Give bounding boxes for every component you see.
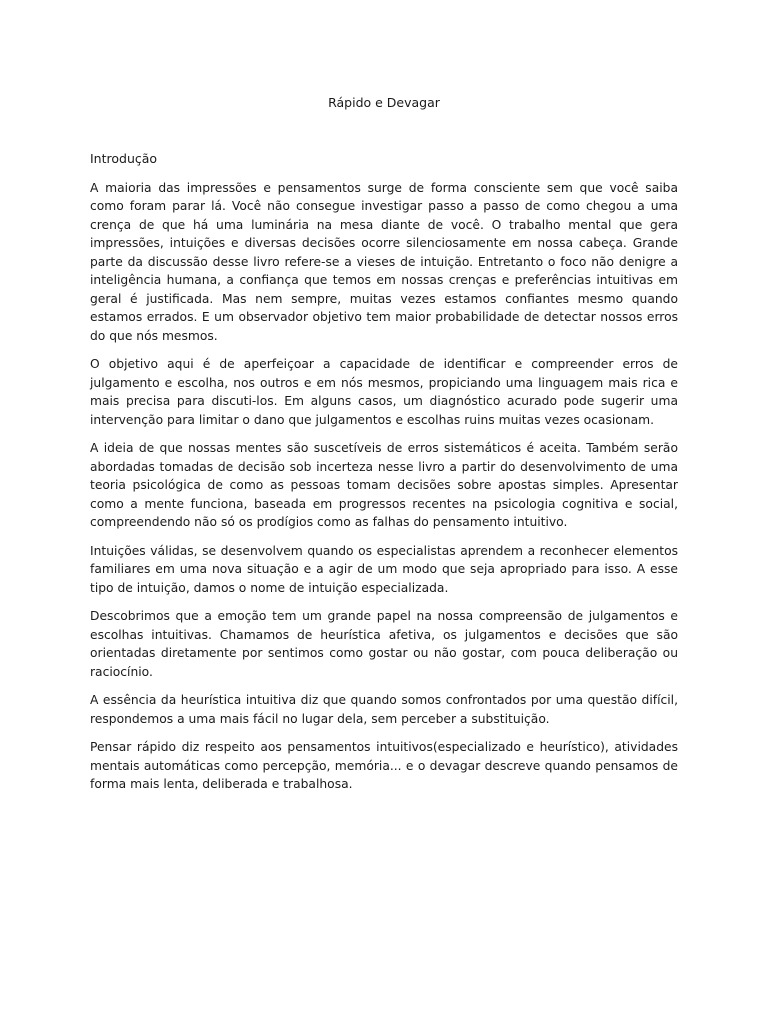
paragraph-6: A essência da heurística intuitiva diz que quando somos confrontados por uma questão difícil, respondemos a uma mais fácil no lugar dela, sem perceber a substituição.	[90, 693, 678, 726]
section-heading: Introdução	[90, 151, 158, 166]
paragraph-2: O objetivo aqui é de aperfeiçoar a capacidade de identificar e compreender erros de julgamento e escolha, nos outros e em nós mesmos, propiciando uma linguagem mais rica e mais precisa para discuti-los. Em alguns casos, um diagnóstico acurado pode sugerir uma intervenção para limitar o dano que julgamentos e escolhas ruins muitas vezes ocasionam.	[90, 357, 678, 427]
paragraph-5: Descobrimos que a emoção tem um grande papel na nossa compreensão de julgamentos e escolhas intuitivas. Chamamos de heurística afetiva, os julgamentos e decisões que são orientadas diretamente por sentimos como gostar ou não gostar, com pouca deliberação ou raciocínio.	[90, 609, 678, 679]
document-body	[90, 150, 678, 804]
paragraph-3: A ideia de que nossas mentes são suscetíveis de erros sistemáticos é aceita. Também serão abordadas tomadas de decisão sob incerteza nesse livro a partir do desenvolvimento de uma teoria psicológica de como as pessoas tomam decisões sobre apostas simples. Apresentar como a mente funciona, baseada em progressos recentes na psicologia cognitiva e social, compreendendo não só os prodígios como as falhas do pensamento intuitivo.	[90, 441, 678, 529]
paragraph-4: Intuições válidas, se desenvolvem quando os especialistas aprendem a reconhecer elementos familiares em uma nova situação e a agir de um modo que seja apropriado para isso. A esse tipo de intuição, damos o nome de intuição especializada.	[90, 543, 678, 595]
paragraph-1: A maioria das impressões e pensamentos surge de forma consciente sem que você saiba como foram parar lá. Você não consegue investigar passo a passo de como chegou a uma crença de que há uma luminária na mesa diante de você. O trabalho mental que gera impressões, intuições e diversas decisões ocorre silenciosamente em nossa cabeça. Grande parte da discussão desse livro refere-se a vieses de intuição. Entretanto o foco não denigre a inteligência humana, a confiança que temos em nossas crenças e preferências intuitivas em geral é justificada. Mas nem sempre, muitas vezes estamos confiantes mesmo quando estamos errados. E um observador objetivo tem maior probabilidade de detectar nossos erros do que nós mesmos.	[90, 180, 678, 343]
document-title: Rápido e Devagar	[328, 95, 440, 110]
paragraph-7: Pensar rápido diz respeito aos pensamentos intuitivos(especializado e heurístico), atividades mentais automáticas como percepção, memória... e o devagar descreve quando pensamos de forma mais lenta, deliberada e trabalhosa.	[90, 740, 678, 791]
